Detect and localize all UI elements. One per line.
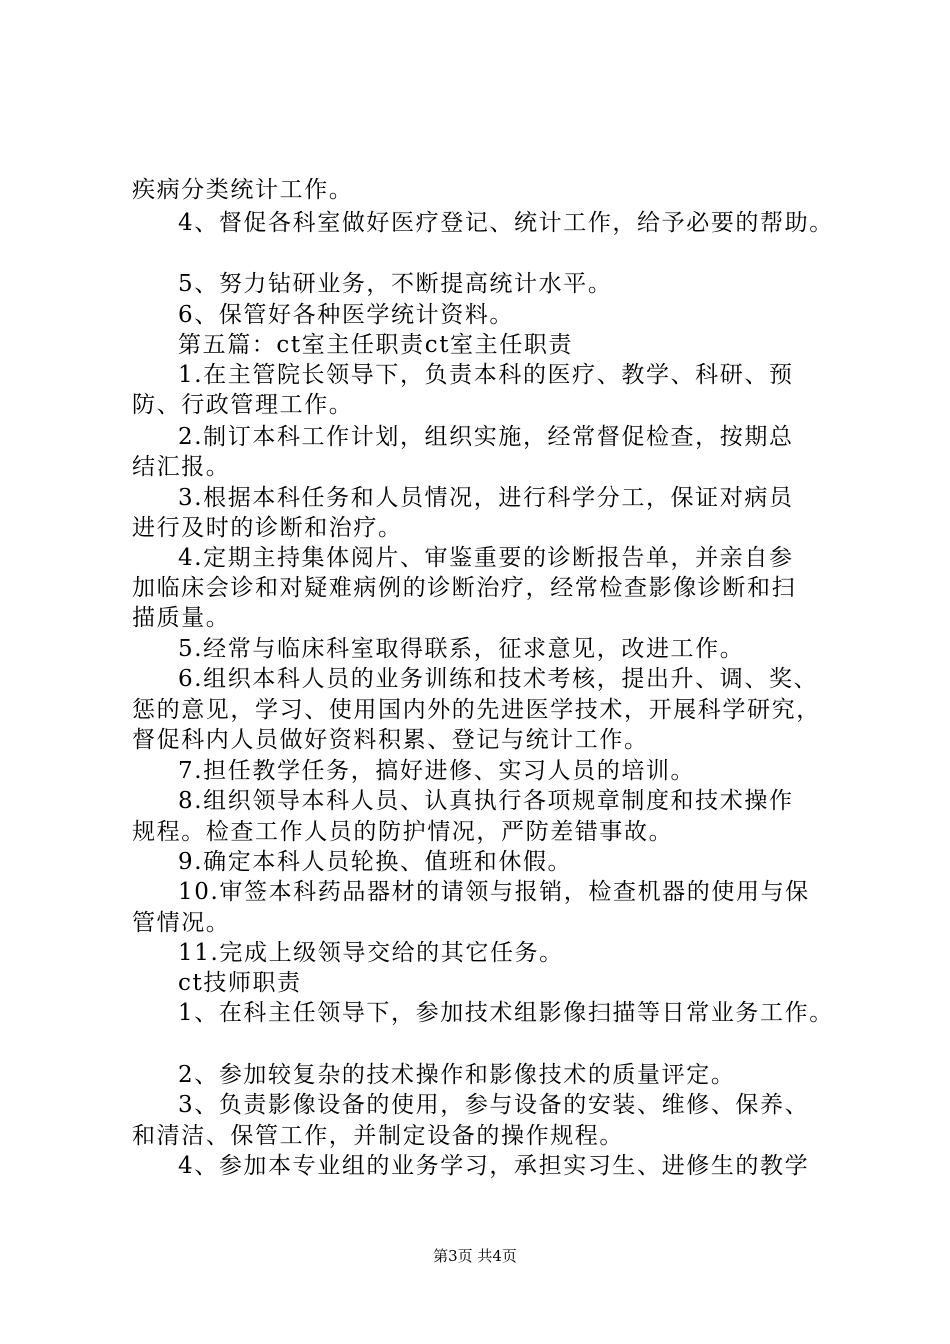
text-line: 4、督促各科室做好医疗登记、统计工作，给予必要的帮助。 <box>178 210 834 236</box>
text-line: 7.担任教学任务，搞好进修、实习人员的培训。 <box>178 758 696 784</box>
text-line: 9.确定本科人员轮换、值班和休假。 <box>178 849 573 875</box>
text-line: 加临床会诊和对疑难病例的诊断治疗，经常检查影像诊断和扫 <box>132 575 797 601</box>
text-line: 2.制订本科工作计划，组织实施，经常督促检查，按期总 <box>178 424 794 450</box>
text-line: 督促科内人员做好资料积累、登记与统计工作。 <box>132 727 649 753</box>
section-heading: ct技师职责 <box>178 970 302 996</box>
text-line: 3、负责影像设备的使用，参与设备的安装、维修、保养、 <box>178 1092 810 1118</box>
text-line: 结汇报。 <box>132 454 231 480</box>
text-line: 惩的意见，学习、使用国内外的先进医学技术，开展科学研究， <box>132 697 821 723</box>
text-line: 10.审签本科药品器材的请领与报销，检查机器的使用与保 <box>178 879 810 905</box>
text-line: 进行及时的诊断和治疗。 <box>132 515 403 541</box>
text-line: 11.完成上级领导交给的其它任务。 <box>178 940 564 966</box>
text-line: 规程。检查工作人员的防护情况，严防差错事故。 <box>132 819 674 845</box>
text-line: 4、参加本专业组的业务学习，承担实习生、进修生的教学 <box>178 1153 810 1179</box>
text-line: 6、保管好各种医学统计资料。 <box>178 302 515 328</box>
text-line: 1、在科主任领导下，参加技术组影像扫描等日常业务工作。 <box>178 1000 834 1026</box>
text-line: 5、努力钻研业务，不断提高统计水平。 <box>178 271 613 297</box>
text-line: 和清洁、保管工作，并制定设备的操作规程。 <box>132 1123 624 1149</box>
text-line: 疾病分类统计工作。 <box>132 177 354 203</box>
text-line: 管情况。 <box>132 910 231 936</box>
text-line: 4.定期主持集体阅片、审鉴重要的诊断报告单，并亲自参 <box>178 545 794 571</box>
text-line: 5.经常与临床科室取得联系，征求意见，改进工作。 <box>178 636 745 662</box>
section-heading: 第五篇：ct室主任职责ct室主任职责 <box>178 332 574 358</box>
text-line: 描质量。 <box>132 605 231 631</box>
text-line: 6.组织本科人员的业务训练和技术考核，提出升、调、奖、 <box>178 666 819 692</box>
text-line: 1.在主管院长领导下，负责本科的医疗、教学、科研、预 <box>178 362 794 388</box>
text-line: 3.根据本科任务和人员情况，进行科学分工，保证对病员 <box>178 485 794 511</box>
text-line: 8.组织领导本科人员、认真执行各项规章制度和技术操作 <box>178 788 794 814</box>
page-number-footer: 第3页 共4页 <box>433 1247 517 1265</box>
text-line: 防、行政管理工作。 <box>132 392 354 418</box>
text-line: 2、参加较复杂的技术操作和影像技术的质量评定。 <box>178 1062 736 1088</box>
